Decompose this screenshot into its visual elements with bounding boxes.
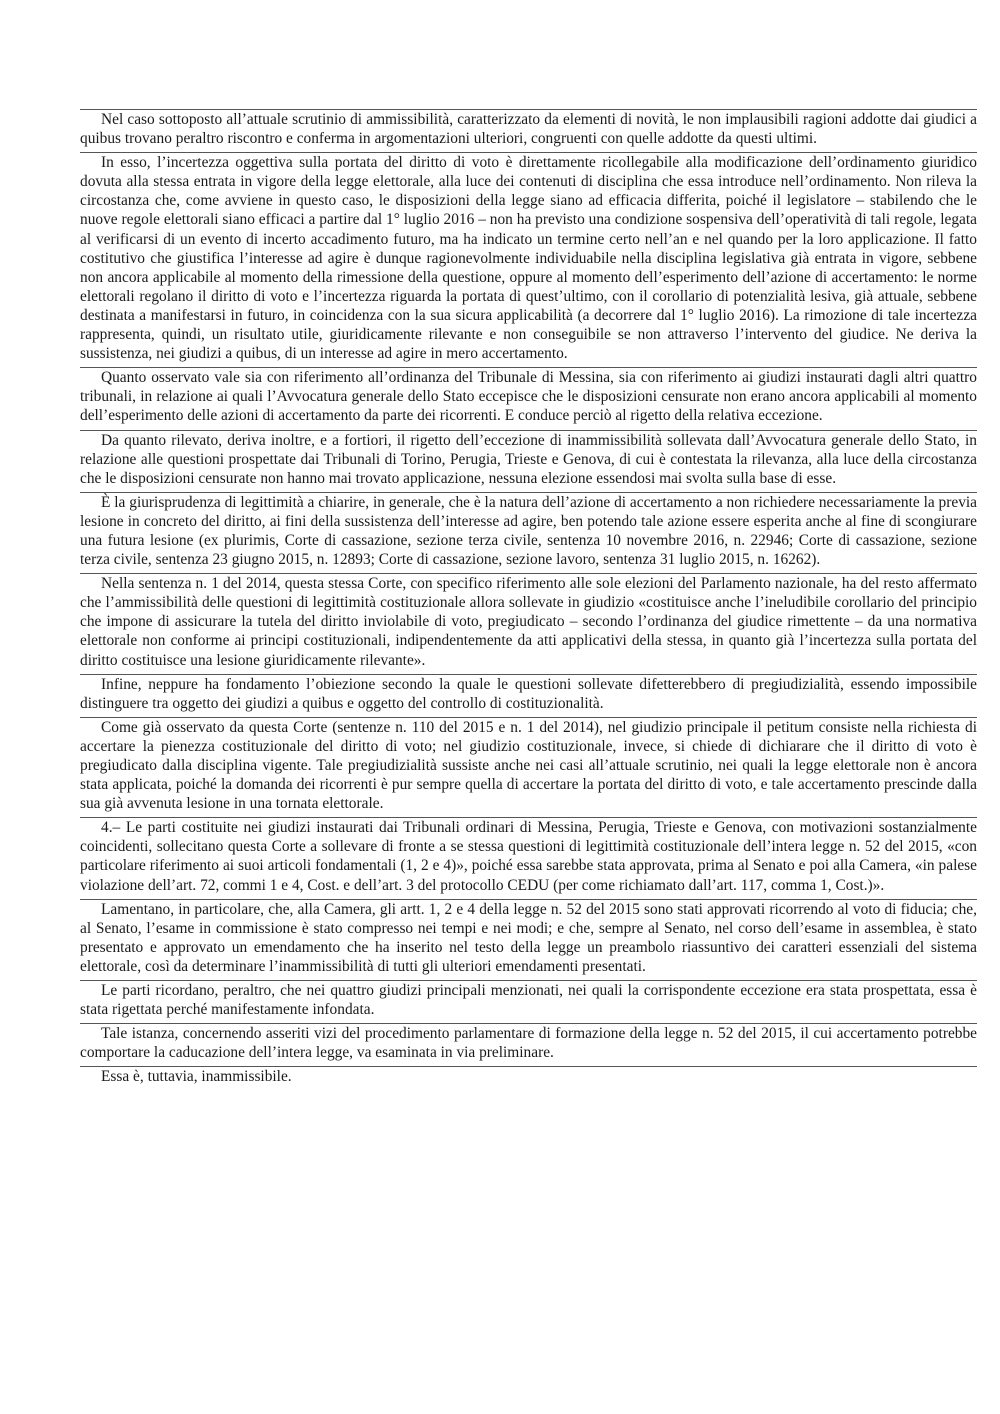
paragraph-7: Infine, neppure ha fondamento l’obiezione secondo la quale le questioni sollevate difetterebbero di pregiudizialità, essendo impossibile distinguere tra oggetto dei giudizi a quibus e oggetto del controllo di costituzionalità. xyxy=(80,674,977,714)
paragraph-11: Le parti ricordano, peraltro, che nei quattro giudizi principali menzionati, nei quali la corrispondente eccezione era stata prospettata, essa è stata rigettata perché manifestamente infondata. xyxy=(80,980,977,1020)
paragraph-1: Nel caso sottoposto all’attuale scrutinio di ammissibilità, caratterizzato da elementi di novità, le non implausibili ragioni addotte dai giudici a quibus trovano peraltro riscontro e conferma in argomentazioni ulteriori, congruenti con quelle addotte da questi ultimi. xyxy=(80,109,977,149)
paragraph-13: Essa è, tuttavia, inammissibile. xyxy=(80,1066,977,1087)
paragraph-4: Da quanto rilevato, deriva inoltre, e a fortiori, il rigetto dell’eccezione di inammissibilità sollevata dall’Avvocatura generale dello Stato, in relazione alle questioni prospettate dai Tribunali di Torino, Perugia, Trieste e Genova, di cui è contestata la rilevanza, alla luce della circostanza che le disposizioni censurate non hanno mai trovato applicazione, nessuna elezione essendosi mai svolta sulla base di esse. xyxy=(80,430,977,489)
paragraph-10: Lamentano, in particolare, che, alla Camera, gli artt. 1, 2 e 4 della legge n. 52 del 2015 sono stati approvati ricorrendo al voto di fiducia; che, al Senato, l’esame in commissione è stato compresso nei tempi e nei modi; e che, sempre al Senato, nel corso dell’esame in assemblea, è stato presentato e approvato un emendamento che ha inserito nel testo della legge un preambolo riassuntivo dei caratteri essenziali del sistema elettorale, così da determinare l’inammissibilità di tutti gli ulteriori emendamenti presentati. xyxy=(80,899,977,977)
paragraph-5: È la giurisprudenza di legittimità a chiarire, in generale, che è la natura dell’azione di accertamento a non richiedere necessariamente la previa lesione in concreto del diritto, ai fini della sussistenza dell’interesse ad agire, ben potendo tale azione essere esperita anche al fine di scongiurare una futura lesione (ex plurimis, Corte di cassazione, sezione terza civile, sentenza 10 novembre 2016, n. 22946; Corte di cassazione, sezione terza civile, sentenza 23 giugno 2015, n. 12893; Corte di cassazione, sezione lavoro, sentenza 31 luglio 2015, n. 16262). xyxy=(80,492,977,570)
paragraph-12: Tale istanza, concernendo asseriti vizi del procedimento parlamentare di formazione della legge n. 52 del 2015, il cui accertamento potrebbe comportare la caducazione dell’intera legge, va esaminata in via preliminare. xyxy=(80,1023,977,1063)
paragraph-6: Nella sentenza n. 1 del 2014, questa stessa Corte, con specifico riferimento alle sole elezioni del Parlamento nazionale, ha del resto affermato che l’ammissibilità delle questioni di legittimità costituzionale allora sollevate in giudizio «costituisce anche l’ineludibile corollario del principio che impone di assicurare la tutela del diritto inviolabile di voto, pregiudicato – secondo l’ordinanza del giudice rimettente – da una normativa elettorale non conforme ai principi costituzionali, indipendentemente da atti applicativi della stessa, in quanto già l’incertezza sulla portata del diritto costituisce una lesione giuridicamente rilevante». xyxy=(80,573,977,670)
paragraph-2: In esso, l’incertezza oggettiva sulla portata del diritto di voto è direttamente ricollegabile alla modificazione dell’ordinamento giuridico dovuta alla stessa entrata in vigore della legge elettorale, alla luce dei contenuti di disciplina che essa introduce nell’ordinamento. Non rileva la circostanza che, come avviene in questo caso, le disposizioni della legge siano ad efficacia differita, poiché il legislatore – stabilendo che le nuove regole elettorali siano efficaci a partire dal 1° luglio 2016 – non ha previsto una condizione sospensiva dell’operatività di tali regole, legata al verificarsi di un evento di incerto accadimento futuro, ma ha indicato un termine certo nell’an e nel quando per la loro applicazione. Il fatto costitutivo che giustifica l’interesse ad agire è dunque ragionevolmente individuabile nella disciplina legislativa già entrata in vigore, sebbene non ancora applicabile al momento della rimessione della questione, oppure al momento dell’esperimento dell’azione di accertamento: le norme elettorali regolano il diritto di voto e l’incertezza riguarda la portata di quest’ultimo, con il corollario di potenzialità lesiva, già attuale, sebbene destinata a manifestarsi in futuro, in coincidenza con la sua sicura applicabilità (a decorrere dal 1° luglio 2016). La rimozione di tale incertezza rappresenta, quindi, un risultato utile, giuridicamente rilevante e non conseguibile se non attraverso l’intervento del giudice. Ne deriva la sussistenza, nei giudizi a quibus, di un interesse ad agire in mero accertamento. xyxy=(80,152,977,364)
document-body xyxy=(80,109,977,1091)
paragraph-3: Quanto osservato vale sia con riferimento all’ordinanza del Tribunale di Messina, sia con riferimento ai giudizi instaurati dagli altri quattro tribunali, in relazione ai quali l’Avvocatura generale dello Stato eccepisce che le disposizioni censurate non erano ancora applicabili al momento dell’esperimento delle azioni di accertamento da parte dei ricorrenti. E conduce perciò al rigetto della relativa eccezione. xyxy=(80,367,977,426)
paragraph-8: Come già osservato da questa Corte (sentenze n. 110 del 2015 e n. 1 del 2014), nel giudizio principale il petitum consiste nella richiesta di accertare la pienezza costituzionale del diritto di voto; nel giudizio costituzionale, invece, si chiede di dichiarare che il diritto di voto è pregiudicato dalla disciplina vigente. Tale pregiudizialità sussiste anche nei casi all’attuale scrutinio, nei quali la legge elettorale non è ancora stata applicata, poiché la domanda dei ricorrenti è pur sempre quella di accertare la portata del diritto di voto, e tale accertamento prescinde dalla sua già avvenuta lesione in una tornata elettorale. xyxy=(80,717,977,814)
paragraph-9: 4.– Le parti costituite nei giudizi instaurati dai Tribunali ordinari di Messina, Perugia, Trieste e Genova, con motivazioni sostanzialmente coincidenti, sollecitano questa Corte a sollevare di fronte a se stessa questioni di legittimità costituzionale dell’intera legge n. 52 del 2015, «con particolare riferimento ai suoi articoli fondamentali (1, 2 e 4)», poiché essa sarebbe stata approvata, prima al Senato e poi alla Camera, «in palese violazione dell’art. 72, commi 1 e 4, Cost. e dell’art. 3 del protocollo CEDU (per come richiamato dall’art. 117, comma 1, Cost.)». xyxy=(80,817,977,895)
